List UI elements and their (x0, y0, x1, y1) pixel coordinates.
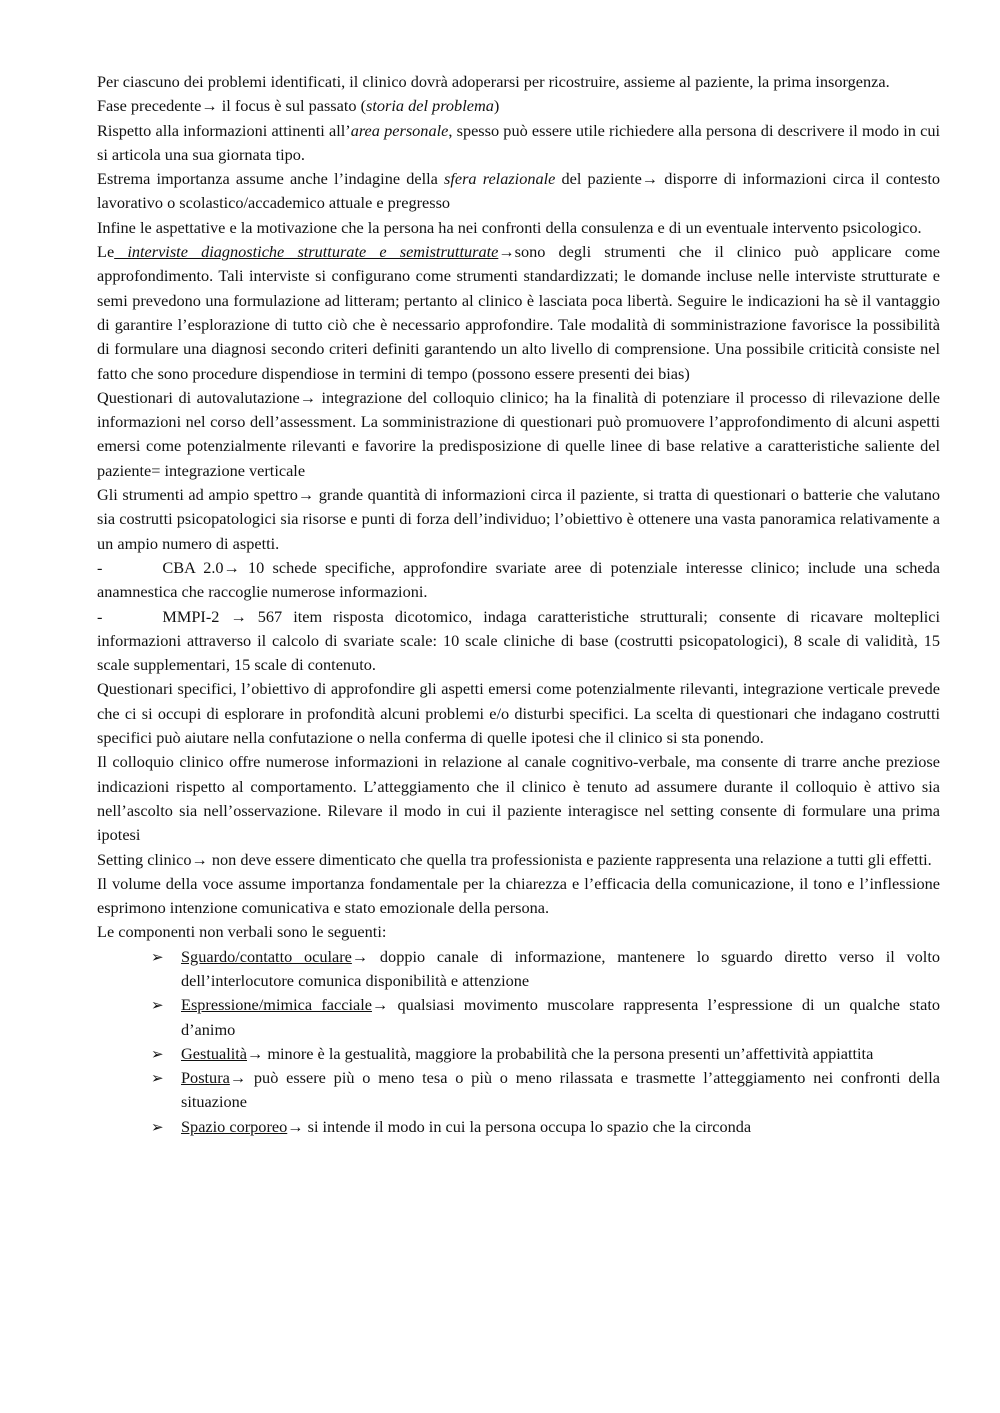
arrow-bullet-icon: ➢ (151, 947, 164, 966)
arrow-bullet-icon: ➢ (151, 1069, 164, 1088)
paragraph-strumenti-ampio-spettro: Gli strumenti ad ampio spettro→ grande quantità di informazioni circa il paziente, si tratta di questionari o batterie che valutano sia costrutti psicopatologici sia risorse e punti di forza dell’individuo; l’obiettivo è ottenere una vasta panoramica relativamente a un ampio numero di aspetti. (97, 485, 940, 553)
text-run: →sono degli strumenti che il clinico può applicare come approfondimento. Tali interviste si configurano come strumenti standardizzati; le domande incluse nelle interviste strutturate e semi prevedono una formulazione ad litteram; pertanto al clinico è lasciata poca libertà. Seguire le indicazioni ha sè il vantaggio di garantire l’esplorazione di tutto ciò che è necessario approfondire. Tale modalità di somministrazione favorisce la possibilità di formulare una diagnosi secondo criteri definiti garantendo un alto livello di comprensione. Una possibile criticità consiste nel fatto che sono procedure dispendiose in termini di tempo (possono essere presenti dei bias) (97, 242, 941, 383)
paragraph-volume-voce: Il volume della voce assume importanza fondamentale per la chiarezza e l’efficacia della comunicazione, il tono e l’inflessione esprimono intenzione comunicativa e stato emozionale della persona. (97, 873, 940, 918)
arrow-bullet-icon: ➢ (151, 1117, 164, 1136)
dash-item-mmpi (97, 605, 940, 678)
list-item-term: Espressione/mimica facciale (181, 995, 372, 1015)
paragraph-interviste (97, 240, 940, 386)
text-run: Estrema importanza assume anche l’indagine della (97, 169, 444, 189)
document-page (97, 70, 940, 1139)
text-run: , spesso può essere utile richiedere alla persona di descrivere il modo in cui si articola una sua giornata tipo. (97, 120, 940, 164)
list-item (151, 1042, 940, 1066)
text-run: Fase precedente→ il focus è sul passato ( (97, 96, 367, 116)
paragraph-questionari-specifici: Questionari specifici, l’obiettivo di approfondire gli aspetti emersi come potenzialmente rilevanti, integrazione verticale prevede che ci si occupi di esplorare in profondità alcuni problemi e/o disturbi specifici. La scelta di questionari che indagano costrutti specifici può aiutare nella confutazione o nella conferma di quelle ipotesi che il clinico si sta ponendo. (97, 679, 940, 748)
list-item-text: → doppio canale di informazione, mantenere lo sguardo diretto verso il volto dell’interlocutore comunica disponibilità e attenzione (181, 946, 940, 990)
text-run: ) (493, 96, 500, 116)
underlined-italic-term: interviste diagnostiche strutturate e semistrutturate (114, 242, 499, 262)
list-item (151, 1115, 940, 1139)
italic-term: sfera relazionale (444, 169, 556, 189)
list-item-text: → qualsiasi movimento muscolare rappresenta l’espressione di un qualche stato d’animo (181, 995, 941, 1039)
paragraph-sfera-relazionale (97, 167, 940, 216)
arrow-bullet-icon: ➢ (151, 1044, 164, 1063)
list-item (151, 945, 940, 994)
italic-term: area personale (350, 120, 449, 140)
paragraph-questionari-autovalutazione: Questionari di autovalutazione→ integrazione del colloquio clinico; ha la finalità di potenziare il processo di rilevazione delle informazioni nel corso dell’assessment. La somministrazione di questionari può promuovere l’approfondimento di alcuni aspetti emersi come potenzialmente rilevanti e favorire la predisposizione di quelle linee di base relative a caratteristiche saliente del paziente= integrazione verticale (97, 387, 940, 480)
paragraph-area-personale (97, 119, 940, 168)
text-run: del paziente→ disporre di informazioni circa il contesto lavorativo o scolastico/accademico attuale e pregresso (97, 169, 940, 213)
dash-item-text: MMPI-2 → 567 item risposta dicotomico, indaga caratteristiche strutturali; consente di ricavare molteplici informazioni attraverso il calcolo di svariate scale: 10 scale cliniche di base (costrutti psicopatologici), 8 scale di validità, 15 scale supplementari, 15 scale di contenuto. (97, 606, 940, 675)
text-run: Le (97, 242, 115, 262)
list-item-term: Postura (181, 1068, 230, 1088)
paragraph-colloquio-clinico: Il colloquio clinico offre numerose informazioni in relazione al canale cognitivo-verbale, ma consente di trarre anche preziose indicazioni rispetto al comportamento. L’atteggiamento che il clinico è tenuto ad assumere durante il colloquio è attivo sia nell’ascolto sia nell’osservazione. Rilevare il modo in cui il paziente interagisce nel setting consente di formulare una prima ipotesi (97, 752, 940, 845)
list-item (151, 993, 941, 1042)
arrow-bullet-icon: ➢ (151, 996, 164, 1015)
list-item-text: → minore è la gestualità, maggiore la probabilità che la persona presenti un’affettività appiattita (247, 1043, 874, 1063)
dash-marker: - (97, 606, 103, 626)
italic-term: storia del problema (366, 96, 494, 116)
list-item-term: Sguardo/contatto oculare (181, 946, 352, 966)
dash-item-text: CBA 2.0→ 10 schede specifiche, approfondire svariate aree di potenziale interesse clinico; include una scheda anamnestica che raccoglie numerose informazioni. (97, 557, 940, 602)
list-item-text: → può essere più o meno tesa o più o meno rilassata e trasmette l’atteggiamento nei confronti della situazione (181, 1068, 940, 1112)
list-item-text: → si intende il modo in cui la persona occupa lo spazio che la circonda (287, 1116, 752, 1136)
paragraph-fase-precedente (97, 94, 940, 118)
paragraph-aspettative: Infine le aspettative e la motivazione che la persona ha nei confronti della consulenza e di un eventuale intervento psicologico. (97, 217, 922, 237)
text-run: Rispetto alla informazioni attinenti all’ (97, 120, 351, 140)
non-verbal-components-list (97, 945, 940, 1139)
paragraph-componenti-non-verbali: Le componenti non verbali sono le seguenti: (97, 922, 387, 942)
list-item-term: Spazio corporeo (181, 1116, 288, 1136)
list-item-term: Gestualità (181, 1043, 248, 1063)
paragraph-prima-insorgenza: Per ciascuno dei problemi identificati, il clinico dovrà adoperarsi per ricostruire, assieme al paziente, la prima insorgenza. (97, 72, 890, 91)
paragraph-setting-clinico: Setting clinico→ non deve essere dimenticato che quella tra professionista e paziente rappresenta una relazione a tutti gli effetti. (97, 849, 932, 869)
dash-marker: - (97, 557, 103, 577)
list-item (151, 1066, 940, 1115)
dash-item-cba (97, 556, 940, 605)
